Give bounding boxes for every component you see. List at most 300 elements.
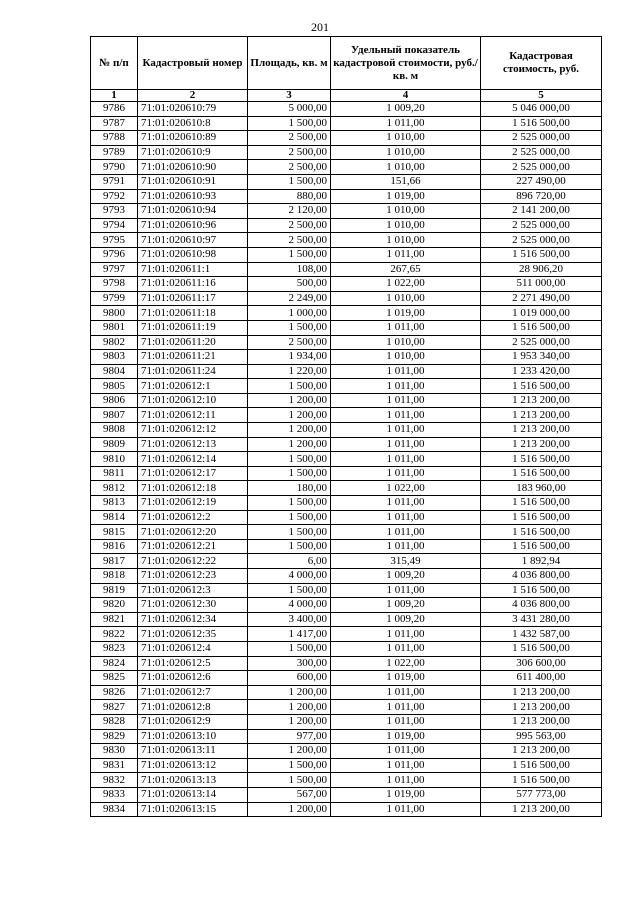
specific-value-cell: 1 011,00: [331, 525, 481, 540]
cadastral-value-cell: 306 600,00: [481, 656, 602, 671]
specific-value-cell: 1 011,00: [331, 510, 481, 525]
cadastral-value-cell: 2 525 000,00: [481, 145, 602, 160]
cadastral-value-cell: 577 773,00: [481, 787, 602, 802]
cadastral-number-cell: 71:01:020612:30: [138, 598, 248, 613]
table-row: [91, 612, 602, 627]
area-cell: 1 200,00: [248, 802, 331, 817]
row-number-cell: 9791: [91, 174, 138, 189]
table-row: [91, 277, 602, 292]
row-number-cell: 9796: [91, 247, 138, 262]
cadastral-number-cell: 71:01:020610:98: [138, 247, 248, 262]
area-cell: 6,00: [248, 554, 331, 569]
cadastral-number-cell: 71:01:020612:35: [138, 627, 248, 642]
column-number: 2: [138, 90, 248, 102]
cadastral-number-cell: 71:01:020610:9: [138, 145, 248, 160]
specific-value-cell: 1 019,00: [331, 787, 481, 802]
cadastral-value-cell: 1 516 500,00: [481, 525, 602, 540]
row-number-cell: 9797: [91, 262, 138, 277]
area-cell: 180,00: [248, 481, 331, 496]
area-cell: 1 500,00: [248, 539, 331, 554]
cadastral-number-cell: 71:01:020612:6: [138, 671, 248, 686]
specific-value-cell: 1 010,00: [331, 131, 481, 146]
row-number-cell: 9810: [91, 452, 138, 467]
table-row: [91, 233, 602, 248]
table-row: [91, 656, 602, 671]
cadastral-number-cell: 71:01:020612:14: [138, 452, 248, 467]
cadastral-value-cell: 2 141 200,00: [481, 204, 602, 219]
table-row: [91, 291, 602, 306]
specific-value-cell: 1 011,00: [331, 379, 481, 394]
area-cell: 108,00: [248, 262, 331, 277]
cadastral-value-cell: 1 213 200,00: [481, 744, 602, 759]
row-number-cell: 9809: [91, 437, 138, 452]
area-cell: 300,00: [248, 656, 331, 671]
cadastral-value-cell: 4 036 800,00: [481, 598, 602, 613]
cadastral-value-cell: 1 213 200,00: [481, 714, 602, 729]
area-cell: 1 500,00: [248, 320, 331, 335]
area-cell: 1 500,00: [248, 773, 331, 788]
cadastral-number-cell: 71:01:020610:96: [138, 218, 248, 233]
specific-value-cell: 1 019,00: [331, 306, 481, 321]
cadastral-number-cell: 71:01:020611:17: [138, 291, 248, 306]
area-cell: 2 120,00: [248, 204, 331, 219]
area-cell: 1 200,00: [248, 408, 331, 423]
cadastral-value-cell: 896 720,00: [481, 189, 602, 204]
cadastral-value-cell: 1 516 500,00: [481, 539, 602, 554]
cadastral-value-cell: 1 516 500,00: [481, 452, 602, 467]
cadastral-number-cell: 71:01:020613:10: [138, 729, 248, 744]
column-number: 5: [481, 90, 602, 102]
row-number-cell: 9795: [91, 233, 138, 248]
cadastral-number-cell: 71:01:020612:5: [138, 656, 248, 671]
cadastral-number-cell: 71:01:020612:10: [138, 393, 248, 408]
row-number-cell: 9826: [91, 685, 138, 700]
row-number-cell: 9794: [91, 218, 138, 233]
area-cell: 1 200,00: [248, 744, 331, 759]
table-row: [91, 685, 602, 700]
cadastral-number-cell: 71:01:020610:8: [138, 116, 248, 131]
row-number-cell: 9834: [91, 802, 138, 817]
cadastral-value-cell: 4 036 800,00: [481, 569, 602, 584]
table-row: [91, 189, 602, 204]
area-cell: 1 500,00: [248, 466, 331, 481]
row-number-cell: 9818: [91, 569, 138, 584]
area-cell: 3 400,00: [248, 612, 331, 627]
table-row: [91, 393, 602, 408]
cadastral-value-cell: 1 953 340,00: [481, 350, 602, 365]
row-number-cell: 9822: [91, 627, 138, 642]
specific-value-cell: 1 010,00: [331, 160, 481, 175]
specific-value-cell: 1 011,00: [331, 802, 481, 817]
cadastral-number-cell: 71:01:020611:20: [138, 335, 248, 350]
area-cell: 1 200,00: [248, 700, 331, 715]
cadastral-value-cell: 1 213 200,00: [481, 393, 602, 408]
area-cell: 1 934,00: [248, 350, 331, 365]
cadastral-value-cell: 1 213 200,00: [481, 700, 602, 715]
row-number-cell: 9824: [91, 656, 138, 671]
table-row: [91, 116, 602, 131]
cadastral-value-cell: 1 516 500,00: [481, 116, 602, 131]
table-row: [91, 247, 602, 262]
specific-value-cell: 1 011,00: [331, 700, 481, 715]
specific-value-cell: 1 011,00: [331, 247, 481, 262]
table-row: [91, 729, 602, 744]
specific-value-cell: 1 022,00: [331, 481, 481, 496]
header-specific-value: Удельный показатель кадастровой стоимости, руб./кв. м: [331, 37, 481, 90]
cadastral-number-cell: 71:01:020610:97: [138, 233, 248, 248]
row-number-cell: 9800: [91, 306, 138, 321]
cadastral-value-cell: 1 516 500,00: [481, 379, 602, 394]
cadastral-number-cell: 71:01:020612:11: [138, 408, 248, 423]
page-number: 201: [311, 20, 329, 34]
area-cell: 2 500,00: [248, 218, 331, 233]
cadastral-number-cell: 71:01:020612:1: [138, 379, 248, 394]
row-number-cell: 9825: [91, 671, 138, 686]
area-cell: 1 500,00: [248, 525, 331, 540]
area-cell: 4 000,00: [248, 598, 331, 613]
table-row: [91, 496, 602, 511]
row-number-cell: 9798: [91, 277, 138, 292]
cadastral-value-cell: 1 516 500,00: [481, 320, 602, 335]
cadastral-number-cell: 71:01:020613:12: [138, 758, 248, 773]
row-number-cell: 9788: [91, 131, 138, 146]
cadastral-value-cell: 28 906,20: [481, 262, 602, 277]
table-row: [91, 583, 602, 598]
cadastral-number-cell: 71:01:020613:13: [138, 773, 248, 788]
cadastral-value-cell: 511 000,00: [481, 277, 602, 292]
row-number-cell: 9799: [91, 291, 138, 306]
specific-value-cell: 1 011,00: [331, 393, 481, 408]
area-cell: 2 249,00: [248, 291, 331, 306]
specific-value-cell: 1 011,00: [331, 116, 481, 131]
specific-value-cell: 1 011,00: [331, 758, 481, 773]
cadastral-number-cell: 71:01:020611:21: [138, 350, 248, 365]
cadastral-value-cell: 2 525 000,00: [481, 218, 602, 233]
cadastral-value-cell: 1 516 500,00: [481, 583, 602, 598]
table-row: [91, 787, 602, 802]
table-row: [91, 364, 602, 379]
row-number-cell: 9830: [91, 744, 138, 759]
specific-value-cell: 1 010,00: [331, 335, 481, 350]
cadastral-table: [90, 36, 602, 817]
specific-value-cell: 1 011,00: [331, 320, 481, 335]
specific-value-cell: 1 009,20: [331, 598, 481, 613]
area-cell: 1 500,00: [248, 116, 331, 131]
specific-value-cell: 1 010,00: [331, 204, 481, 219]
cadastral-value-cell: 1 019 000,00: [481, 306, 602, 321]
cadastral-value-cell: 611 400,00: [481, 671, 602, 686]
cadastral-value-cell: 5 046 000,00: [481, 102, 602, 117]
cadastral-number-cell: 71:01:020612:23: [138, 569, 248, 584]
area-cell: 1 500,00: [248, 583, 331, 598]
row-number-cell: 9817: [91, 554, 138, 569]
area-cell: 1 500,00: [248, 641, 331, 656]
cadastral-value-cell: 1 516 500,00: [481, 758, 602, 773]
row-number-cell: 9813: [91, 496, 138, 511]
specific-value-cell: 1 010,00: [331, 291, 481, 306]
area-cell: 1 200,00: [248, 685, 331, 700]
specific-value-cell: 267,65: [331, 262, 481, 277]
row-number-cell: 9833: [91, 787, 138, 802]
cadastral-value-cell: 2 525 000,00: [481, 160, 602, 175]
table-row: [91, 145, 602, 160]
table-row: [91, 714, 602, 729]
row-number-cell: 9831: [91, 758, 138, 773]
cadastral-value-cell: 2 525 000,00: [481, 233, 602, 248]
row-number-cell: 9823: [91, 641, 138, 656]
specific-value-cell: 1 011,00: [331, 773, 481, 788]
cadastral-value-cell: 227 490,00: [481, 174, 602, 189]
row-number-cell: 9808: [91, 423, 138, 438]
row-number-cell: 9802: [91, 335, 138, 350]
cadastral-number-cell: 71:01:020612:9: [138, 714, 248, 729]
cadastral-number-cell: 71:01:020612:2: [138, 510, 248, 525]
specific-value-cell: 1 010,00: [331, 145, 481, 160]
column-number: 3: [248, 90, 331, 102]
area-cell: 5 000,00: [248, 102, 331, 117]
table-row: [91, 102, 602, 117]
row-number-cell: 9821: [91, 612, 138, 627]
table-row: [91, 131, 602, 146]
cadastral-number-cell: 71:01:020612:4: [138, 641, 248, 656]
cadastral-value-cell: 3 431 280,00: [481, 612, 602, 627]
cadastral-number-cell: 71:01:020612:17: [138, 466, 248, 481]
table-row: [91, 466, 602, 481]
area-cell: 1 417,00: [248, 627, 331, 642]
row-number-cell: 9803: [91, 350, 138, 365]
column-number: 4: [331, 90, 481, 102]
specific-value-cell: 1 011,00: [331, 714, 481, 729]
area-cell: 977,00: [248, 729, 331, 744]
cadastral-value-cell: 1 213 200,00: [481, 408, 602, 423]
table-row: [91, 379, 602, 394]
cadastral-value-cell: 1 213 200,00: [481, 802, 602, 817]
specific-value-cell: 1 010,00: [331, 218, 481, 233]
specific-value-cell: 1 022,00: [331, 656, 481, 671]
specific-value-cell: 1 010,00: [331, 233, 481, 248]
specific-value-cell: 1 011,00: [331, 452, 481, 467]
table-row: [91, 671, 602, 686]
table-row: [91, 700, 602, 715]
row-number-cell: 9814: [91, 510, 138, 525]
cadastral-value-cell: 995 563,00: [481, 729, 602, 744]
row-number-cell: 9806: [91, 393, 138, 408]
specific-value-cell: 1 009,20: [331, 102, 481, 117]
cadastral-number-cell: 71:01:020610:89: [138, 131, 248, 146]
cadastral-number-cell: 71:01:020611:1: [138, 262, 248, 277]
area-cell: 4 000,00: [248, 569, 331, 584]
area-cell: 1 500,00: [248, 247, 331, 262]
cadastral-number-cell: 71:01:020613:14: [138, 787, 248, 802]
area-cell: 2 500,00: [248, 160, 331, 175]
specific-value-cell: 1 019,00: [331, 729, 481, 744]
row-number-cell: 9815: [91, 525, 138, 540]
area-cell: 1 200,00: [248, 437, 331, 452]
cadastral-number-cell: 71:01:020610:91: [138, 174, 248, 189]
specific-value-cell: 1 010,00: [331, 350, 481, 365]
table-row: [91, 262, 602, 277]
table-row: [91, 452, 602, 467]
cadastral-value-cell: 1 516 500,00: [481, 496, 602, 511]
row-number-cell: 9801: [91, 320, 138, 335]
cadastral-value-cell: 1 516 500,00: [481, 641, 602, 656]
area-cell: 1 000,00: [248, 306, 331, 321]
specific-value-cell: 1 011,00: [331, 627, 481, 642]
table-row: [91, 802, 602, 817]
table-row: [91, 627, 602, 642]
cadastral-number-cell: 71:01:020610:90: [138, 160, 248, 175]
cadastral-number-cell: 71:01:020611:19: [138, 320, 248, 335]
specific-value-cell: 1 011,00: [331, 641, 481, 656]
row-number-cell: 9811: [91, 466, 138, 481]
header-cadastral-value: Кадастровая стоимость, руб.: [481, 37, 602, 90]
cadastral-value-cell: 1 516 500,00: [481, 466, 602, 481]
table-row: [91, 320, 602, 335]
area-cell: 500,00: [248, 277, 331, 292]
cadastral-number-cell: 71:01:020612:20: [138, 525, 248, 540]
row-number-cell: 9829: [91, 729, 138, 744]
row-number-cell: 9812: [91, 481, 138, 496]
area-cell: 1 200,00: [248, 423, 331, 438]
table-row: [91, 758, 602, 773]
area-cell: 2 500,00: [248, 233, 331, 248]
table-row: [91, 437, 602, 452]
row-number-cell: 9828: [91, 714, 138, 729]
column-number: 1: [91, 90, 138, 102]
table-row: [91, 744, 602, 759]
cadastral-number-cell: 71:01:020611:16: [138, 277, 248, 292]
cadastral-number-cell: 71:01:020612:19: [138, 496, 248, 511]
table-row: [91, 598, 602, 613]
header-row-number: № п/п: [91, 37, 138, 90]
cadastral-value-cell: 1 892,94: [481, 554, 602, 569]
specific-value-cell: 1 011,00: [331, 744, 481, 759]
specific-value-cell: 1 011,00: [331, 685, 481, 700]
area-cell: 1 500,00: [248, 510, 331, 525]
row-number-cell: 9790: [91, 160, 138, 175]
row-number-cell: 9832: [91, 773, 138, 788]
specific-value-cell: 1 011,00: [331, 496, 481, 511]
area-cell: 2 500,00: [248, 145, 331, 160]
row-number-cell: 9793: [91, 204, 138, 219]
specific-value-cell: 1 011,00: [331, 583, 481, 598]
row-number-cell: 9786: [91, 102, 138, 117]
specific-value-cell: 1 009,20: [331, 569, 481, 584]
header-area: Площадь, кв. м: [248, 37, 331, 90]
cadastral-value-cell: 1 516 500,00: [481, 510, 602, 525]
area-cell: 1 200,00: [248, 393, 331, 408]
cadastral-number-cell: 71:01:020613:15: [138, 802, 248, 817]
table-row: [91, 773, 602, 788]
table-row: [91, 160, 602, 175]
cadastral-number-cell: 71:01:020610:94: [138, 204, 248, 219]
cadastral-number-cell: 71:01:020613:11: [138, 744, 248, 759]
table-row: [91, 481, 602, 496]
table-row: [91, 525, 602, 540]
cadastral-number-cell: 71:01:020610:93: [138, 189, 248, 204]
table-row: [91, 554, 602, 569]
row-number-cell: 9787: [91, 116, 138, 131]
cadastral-number-cell: 71:01:020612:13: [138, 437, 248, 452]
cadastral-value-cell: 1 213 200,00: [481, 685, 602, 700]
row-number-cell: 9789: [91, 145, 138, 160]
row-number-cell: 9820: [91, 598, 138, 613]
cadastral-value-cell: 1 213 200,00: [481, 423, 602, 438]
cadastral-value-cell: 183 960,00: [481, 481, 602, 496]
row-number-cell: 9792: [91, 189, 138, 204]
column-number-row: [91, 90, 602, 102]
cadastral-number-cell: 71:01:020612:34: [138, 612, 248, 627]
specific-value-cell: 1 009,20: [331, 612, 481, 627]
specific-value-cell: 1 019,00: [331, 671, 481, 686]
area-cell: 880,00: [248, 189, 331, 204]
header-row: [91, 37, 602, 90]
row-number-cell: 9804: [91, 364, 138, 379]
specific-value-cell: 1 011,00: [331, 437, 481, 452]
row-number-cell: 9805: [91, 379, 138, 394]
table-row: [91, 335, 602, 350]
area-cell: 2 500,00: [248, 131, 331, 146]
table-row: [91, 423, 602, 438]
header-cadastral-number: Кадастровый номер: [138, 37, 248, 90]
table-row: [91, 218, 602, 233]
cadastral-number-cell: 71:01:020612:7: [138, 685, 248, 700]
table-body: [91, 102, 602, 817]
specific-value-cell: 315,49: [331, 554, 481, 569]
specific-value-cell: 1 011,00: [331, 466, 481, 481]
specific-value-cell: 1 011,00: [331, 423, 481, 438]
cadastral-number-cell: 71:01:020611:18: [138, 306, 248, 321]
cadastral-number-cell: 71:01:020611:24: [138, 364, 248, 379]
table-row: [91, 569, 602, 584]
specific-value-cell: 1 019,00: [331, 189, 481, 204]
area-cell: 2 500,00: [248, 335, 331, 350]
area-cell: 1 500,00: [248, 452, 331, 467]
cadastral-value-cell: 1 233 420,00: [481, 364, 602, 379]
specific-value-cell: 1 022,00: [331, 277, 481, 292]
area-cell: 1 200,00: [248, 714, 331, 729]
cadastral-value-cell: 2 271 490,00: [481, 291, 602, 306]
table-row: [91, 539, 602, 554]
specific-value-cell: 151,66: [331, 174, 481, 189]
specific-value-cell: 1 011,00: [331, 408, 481, 423]
specific-value-cell: 1 011,00: [331, 364, 481, 379]
cadastral-value-cell: 1 432 587,00: [481, 627, 602, 642]
cadastral-value-cell: 2 525 000,00: [481, 131, 602, 146]
cadastral-number-cell: 71:01:020612:12: [138, 423, 248, 438]
table-row: [91, 204, 602, 219]
cadastral-value-cell: 1 516 500,00: [481, 773, 602, 788]
cadastral-number-cell: 71:01:020612:3: [138, 583, 248, 598]
cadastral-number-cell: 71:01:020610:79: [138, 102, 248, 117]
table-row: [91, 510, 602, 525]
cadastral-number-cell: 71:01:020612:22: [138, 554, 248, 569]
area-cell: 1 500,00: [248, 379, 331, 394]
row-number-cell: 9819: [91, 583, 138, 598]
area-cell: 567,00: [248, 787, 331, 802]
table-row: [91, 306, 602, 321]
area-cell: 1 500,00: [248, 758, 331, 773]
area-cell: 1 220,00: [248, 364, 331, 379]
table-row: [91, 408, 602, 423]
cadastral-value-cell: 1 516 500,00: [481, 247, 602, 262]
cadastral-number-cell: 71:01:020612:8: [138, 700, 248, 715]
area-cell: 1 500,00: [248, 174, 331, 189]
table-row: [91, 350, 602, 365]
row-number-cell: 9827: [91, 700, 138, 715]
cadastral-number-cell: 71:01:020612:18: [138, 481, 248, 496]
row-number-cell: 9807: [91, 408, 138, 423]
